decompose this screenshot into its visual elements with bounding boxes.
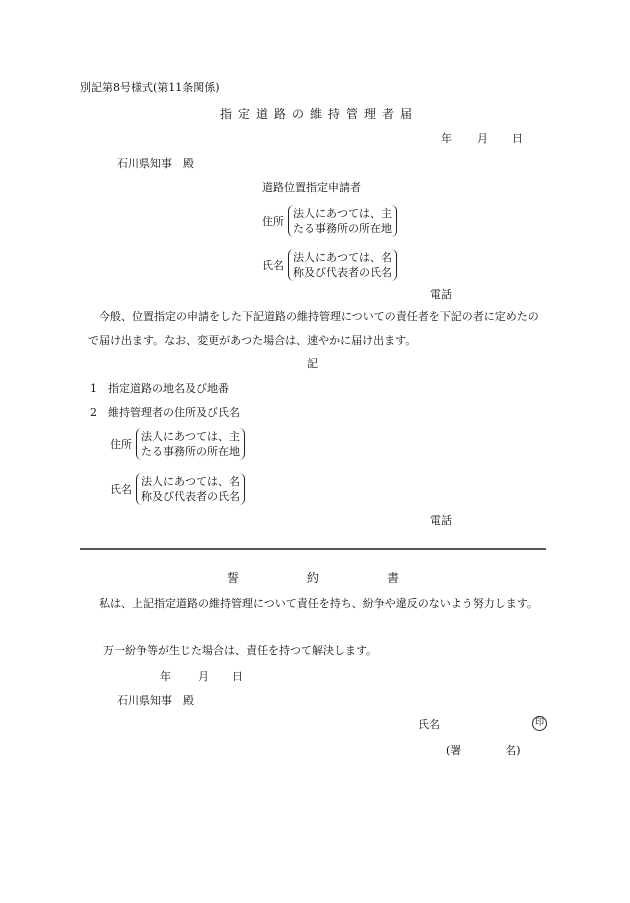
applicant-name-note-line1: 法人にあつては、名 <box>293 251 392 264</box>
notification-body: 今般、位置指定の申請をした下記道路の維持管理についての責任者を下記の者に定めたので届け出ます。なお、変更があつた場合は、速やかに届け出ます。 <box>88 310 539 347</box>
date-month: 月 <box>477 132 488 145</box>
date-year: 年 <box>441 132 452 145</box>
applicant-address-note-line2: たる事務所の所在地 <box>293 222 392 235</box>
form-number: 別記第8号様式(第11条関係) <box>80 81 220 94</box>
pledge-title-char: 誓 <box>227 571 240 585</box>
pledge-title-char: 書 <box>387 571 400 585</box>
signature-note: (署 名) <box>446 744 521 757</box>
section-divider <box>80 548 546 550</box>
manager-address-field <box>110 428 245 460</box>
applicant-name-label: 氏名 <box>262 259 284 272</box>
manager-address-label: 住所 <box>110 438 132 451</box>
pledge-body-2: 万一紛争等が生じた場合は、責任を持つて解決します。 <box>103 644 378 657</box>
manager-address-note <box>136 428 245 460</box>
applicant-phone-label: 電話 <box>430 288 452 301</box>
manager-name-note-line1: 法人にあつては、名 <box>141 475 240 488</box>
manager-name-field <box>110 473 245 505</box>
applicant-address-field <box>262 205 397 237</box>
applicant-label: 道路位置指定申請者 <box>262 181 361 194</box>
applicant-address-label: 住所 <box>262 215 284 228</box>
manager-phone-label: 電話 <box>430 514 452 527</box>
applicant-name-field <box>262 249 397 281</box>
manager-address-note-line2: たる事務所の所在地 <box>141 445 240 458</box>
pledge-title <box>227 572 399 584</box>
applicant-address-note-line1: 法人にあつては、主 <box>293 207 392 220</box>
pledge-date-year: 年 <box>160 670 171 683</box>
document-title: 指定道路の維持管理者届 <box>220 107 419 121</box>
manager-name-label: 氏名 <box>110 483 132 496</box>
pledge-date-month: 月 <box>198 670 209 683</box>
list-item: 2 維持管理者の住所及び氏名 <box>90 406 240 419</box>
pledge-addressee: 石川県知事 殿 <box>117 694 194 707</box>
manager-name-note <box>136 473 245 505</box>
applicant-address-note <box>288 205 397 237</box>
applicant-name-note <box>288 249 397 281</box>
pledge-title-char: 約 <box>307 571 320 585</box>
list-item: 1 指定道路の地名及び地番 <box>90 382 229 395</box>
pledge-date-day: 日 <box>232 670 243 683</box>
manager-address-note-line1: 法人にあつては、主 <box>141 430 240 443</box>
pledge-body: 私は、上記指定道路の維持管理について責任を持ち、紛争や違反のないよう努力します。 <box>99 597 538 610</box>
addressee: 石川県知事 殿 <box>117 157 194 170</box>
manager-name-note-line2: 称及び代表者の氏名 <box>141 490 240 503</box>
seal-mark: 印 <box>532 716 547 731</box>
date-day: 日 <box>512 132 523 145</box>
applicant-name-note-line2: 称及び代表者の氏名 <box>293 266 392 279</box>
pledge-name-label: 氏名 <box>418 718 440 731</box>
ki-heading: 記 <box>307 357 318 370</box>
